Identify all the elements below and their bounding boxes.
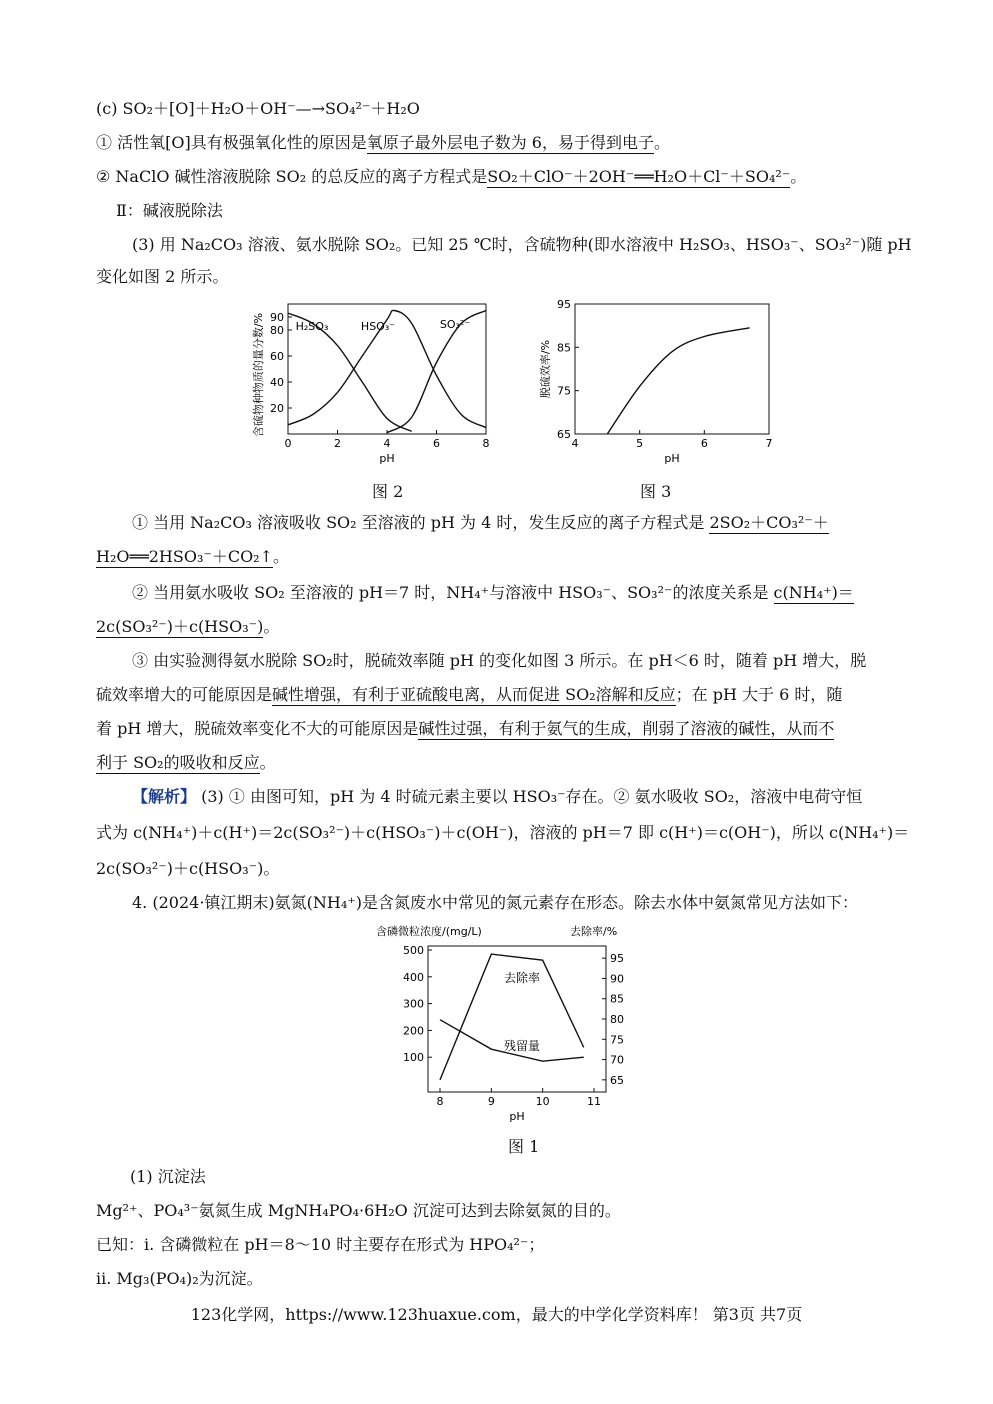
analysis-text-1: (3) ① 由图可知，pH 为 4 时硫元素主要以 HSO₃⁻存在。② 氨水吸收 SO₂，溶液中电荷守恒: [201, 787, 863, 806]
fig3-ytick-label: 95: [557, 298, 571, 311]
fig3-series-0: [607, 328, 749, 434]
figure-3-plot: [538, 298, 773, 465]
fig1-ylabel-left: 含磷微粒浓度/(mg/L): [376, 925, 482, 938]
fig3-ylabel: 脱硫效率/%: [539, 339, 552, 399]
figure-1-caption: 图 1: [508, 1137, 540, 1156]
fig2-series-label-1: HSO₃⁻: [360, 320, 396, 333]
fig1-ytick-left-label: 300: [403, 997, 424, 1011]
fig3-frame: [575, 304, 769, 434]
figure-2-caption: 图 2: [372, 482, 404, 501]
fig1-xtick-label: 8: [436, 1095, 444, 1108]
fig2-ytick-label: 90: [270, 311, 284, 324]
q1-answer-b: H₂O══2HSO₃⁻＋CO₂↑: [96, 547, 274, 566]
fig2-xtick-label: 2: [334, 437, 341, 450]
question-3: (3) 用 Na₂CO₃ 溶液、氨水脱除 SO₂。已知 25 ℃时，含硫物种(即水溶液中 H₂SO₃、HSO₃⁻、SO₃²⁻)随 pH: [132, 235, 912, 254]
analysis-tag: 【解析】: [132, 787, 197, 806]
fig1-ytick-left-label: 500: [403, 944, 424, 957]
q2-text: ② 当用氨水吸收 SO₂ 至溶液的 pH＝7 时，NH₄⁺与溶液中 HSO₃⁻、SO₃²⁻的浓度关系是: [132, 583, 769, 602]
item-2-end: 。: [790, 167, 807, 186]
q1-text: ① 当用 Na₂CO₃ 溶液吸收 SO₂ 至溶液的 pH 为 4 时，发生反应的离子方程式是: [132, 513, 705, 532]
q1-answer-a: 2SO₂＋CO₃²⁻＋: [709, 513, 829, 532]
q2-answer-a: c(NH₄⁺)＝: [773, 583, 854, 602]
q3-line3: [96, 718, 834, 740]
fig1-xtick-label: 10: [535, 1095, 550, 1108]
fig3-xtick-label: 7: [765, 437, 773, 450]
fig2-series-label-0: H₂SO₃: [295, 320, 329, 333]
fig1-ytick-left-label: 200: [403, 1024, 424, 1038]
fig2-ytick-label: 40: [270, 376, 284, 389]
analysis: [132, 786, 862, 808]
q3-line4: [96, 752, 276, 774]
fig2-ytick-label: 20: [270, 402, 284, 415]
question-3-cont: 变化如图 2 所示。: [96, 267, 229, 286]
fig2-ytick-label: 60: [270, 350, 284, 363]
q2: [132, 582, 854, 604]
page-footer: 123化学网，https://www.123huaxue.com，最大的中学化学资料库！ 第3页 共7页: [190, 1305, 803, 1324]
item-2: [96, 166, 806, 188]
fig3-ytick-label: 85: [557, 341, 571, 355]
fig1-ytick-right-label: 70: [610, 1053, 624, 1067]
known-1: 已知：ⅰ. 含磷微粒在 pH＝8～10 时主要存在形式为 HPO₄²⁻；: [96, 1235, 545, 1254]
fig1-ytick-left-label: 100: [403, 1051, 424, 1065]
analysis-line3: 2c(SO₃²⁻)＋c(HSO₃⁻)。: [96, 859, 280, 878]
fig2-xlabel: pH: [379, 452, 395, 465]
q3-answer-1: 碱性增强，有利于亚硫酸电离，从而促进 SO₂溶解和反应: [272, 685, 676, 704]
q3-line2: [96, 684, 842, 706]
fig1-ytick-right-label: 65: [610, 1073, 624, 1087]
item-2-answer: SO₂＋ClO⁻＋2OH⁻══H₂O＋Cl⁻＋SO₄²⁻: [487, 167, 791, 186]
fig2-series-label-2: SO₃²⁻: [439, 318, 471, 331]
q2-answer-b: 2c(SO₃²⁻)＋c(HSO₃⁻): [96, 617, 264, 636]
fig2-ytick-label: 80: [270, 324, 284, 337]
fig3-xtick-label: 6: [700, 437, 708, 450]
fig1-ytick-left-label: 400: [403, 970, 424, 984]
q3-text-c1: 着 pH 增大，脱硫效率变化不大的可能原因是: [96, 719, 419, 738]
item-1: [96, 132, 670, 154]
q1-end: 。: [273, 547, 290, 566]
q3-end: 。: [259, 753, 276, 772]
q3: ③ 由实验测得氨水脱除 SO₂时，脱硫效率随 pH 的变化如图 3 所示。在 pH＜6 时，随着 pH 增大，脱: [132, 651, 867, 670]
figure-2-plot: [251, 304, 490, 465]
fig2-series-2: [387, 311, 486, 433]
fig3-xtick-label: 4: [571, 437, 579, 450]
method-title: (1) 沉淀法: [130, 1167, 206, 1186]
figure-3-chart: [535, 296, 795, 476]
fig1-xtick-label: 9: [487, 1095, 495, 1108]
method-desc: Mg²⁺、PO₄³⁻氨氮生成 MgNH₄PO₄·6H₂O 沉淀可达到去除氨氮的目的。: [96, 1201, 621, 1220]
equation-c: (c) SO₂＋[O]＋H₂O＋OH⁻—→SO₄²⁻＋H₂O: [96, 99, 420, 118]
known-2: ⅱ. Mg₃(PO₄)₂为沉淀。: [96, 1269, 263, 1288]
fig3-xtick-label: 5: [636, 437, 644, 450]
fig2-xtick-label: 4: [383, 437, 391, 450]
q3-answer-2: 碱性过强，有利于氨气的生成，削弱了溶液的碱性，从而不: [418, 719, 835, 738]
fig3-xlabel: pH: [664, 452, 680, 465]
q3-answer-3: 利于 SO₂的吸收和反应: [96, 753, 260, 772]
fig2-xtick-label: 6: [433, 437, 440, 450]
q3-text-b3: ；在 pH 大于 6 时，随: [675, 685, 843, 704]
fig1-ytick-right-label: 90: [610, 972, 624, 986]
item-1-text: ① 活性氧[O]具有极强氧化性的原因是: [96, 133, 367, 152]
q1: [132, 512, 829, 534]
figure-1-chart: [370, 920, 640, 1130]
fig2-xtick-label: 8: [482, 437, 490, 450]
fig1-ytick-right-label: 75: [610, 1033, 624, 1047]
section-II: Ⅱ：碱液脱除法: [116, 201, 223, 220]
fig1-ylabel-right: 去除率/%: [570, 925, 618, 938]
figure-3-caption: 图 3: [640, 482, 672, 501]
item-1-answer: 氧原子最外层电子数为 6，易于得到电子: [366, 133, 654, 152]
item-1-end: 。: [653, 133, 670, 152]
q2-line2: [96, 616, 279, 638]
fig1-label-removal: 去除率: [503, 971, 541, 985]
fig3-ytick-label: 75: [557, 384, 571, 398]
fig3-ytick-label: 65: [557, 428, 571, 441]
q3-text-b1: 硫效率增大的可能原因是: [96, 685, 273, 704]
figure-1-plot: [376, 924, 624, 1123]
fig2-ylabel: 含硫物种物质的量分数/%: [252, 312, 265, 438]
fig2-xtick-label: 0: [284, 437, 292, 450]
q2-end: 。: [263, 617, 280, 636]
item-2-text: ② NaClO 碱性溶液脱除 SO₂ 的总反应的离子方程式是: [96, 167, 488, 186]
fig1-ytick-right-label: 80: [610, 1013, 624, 1026]
analysis-line2: 式为 c(NH₄⁺)＋c(H⁺)＝2c(SO₃²⁻)＋c(HSO₃⁻)＋c(OH⁻)，溶液的 pH＝7 即 c(H⁺)＝c(OH⁻)，所以 c(NH₄⁺)＝: [96, 823, 910, 842]
fig1-xtick-label: 11: [587, 1095, 601, 1108]
fig1-frame: [428, 946, 606, 1092]
fig1-ytick-right-label: 85: [610, 992, 624, 1006]
fig1-xlabel: pH: [509, 1110, 525, 1123]
problem-4: 4. (2024·镇江期末)氨氮(NH₄⁺)是含氮废水中常见的氮元素存在形态。除去水体中氨氮常见方法如下：: [132, 893, 858, 912]
fig1-ytick-right-label: 95: [610, 952, 624, 966]
q1-line2: [96, 546, 289, 568]
fig1-label-residual: 残留量: [503, 1039, 541, 1053]
figure-2-chart: [250, 298, 510, 478]
